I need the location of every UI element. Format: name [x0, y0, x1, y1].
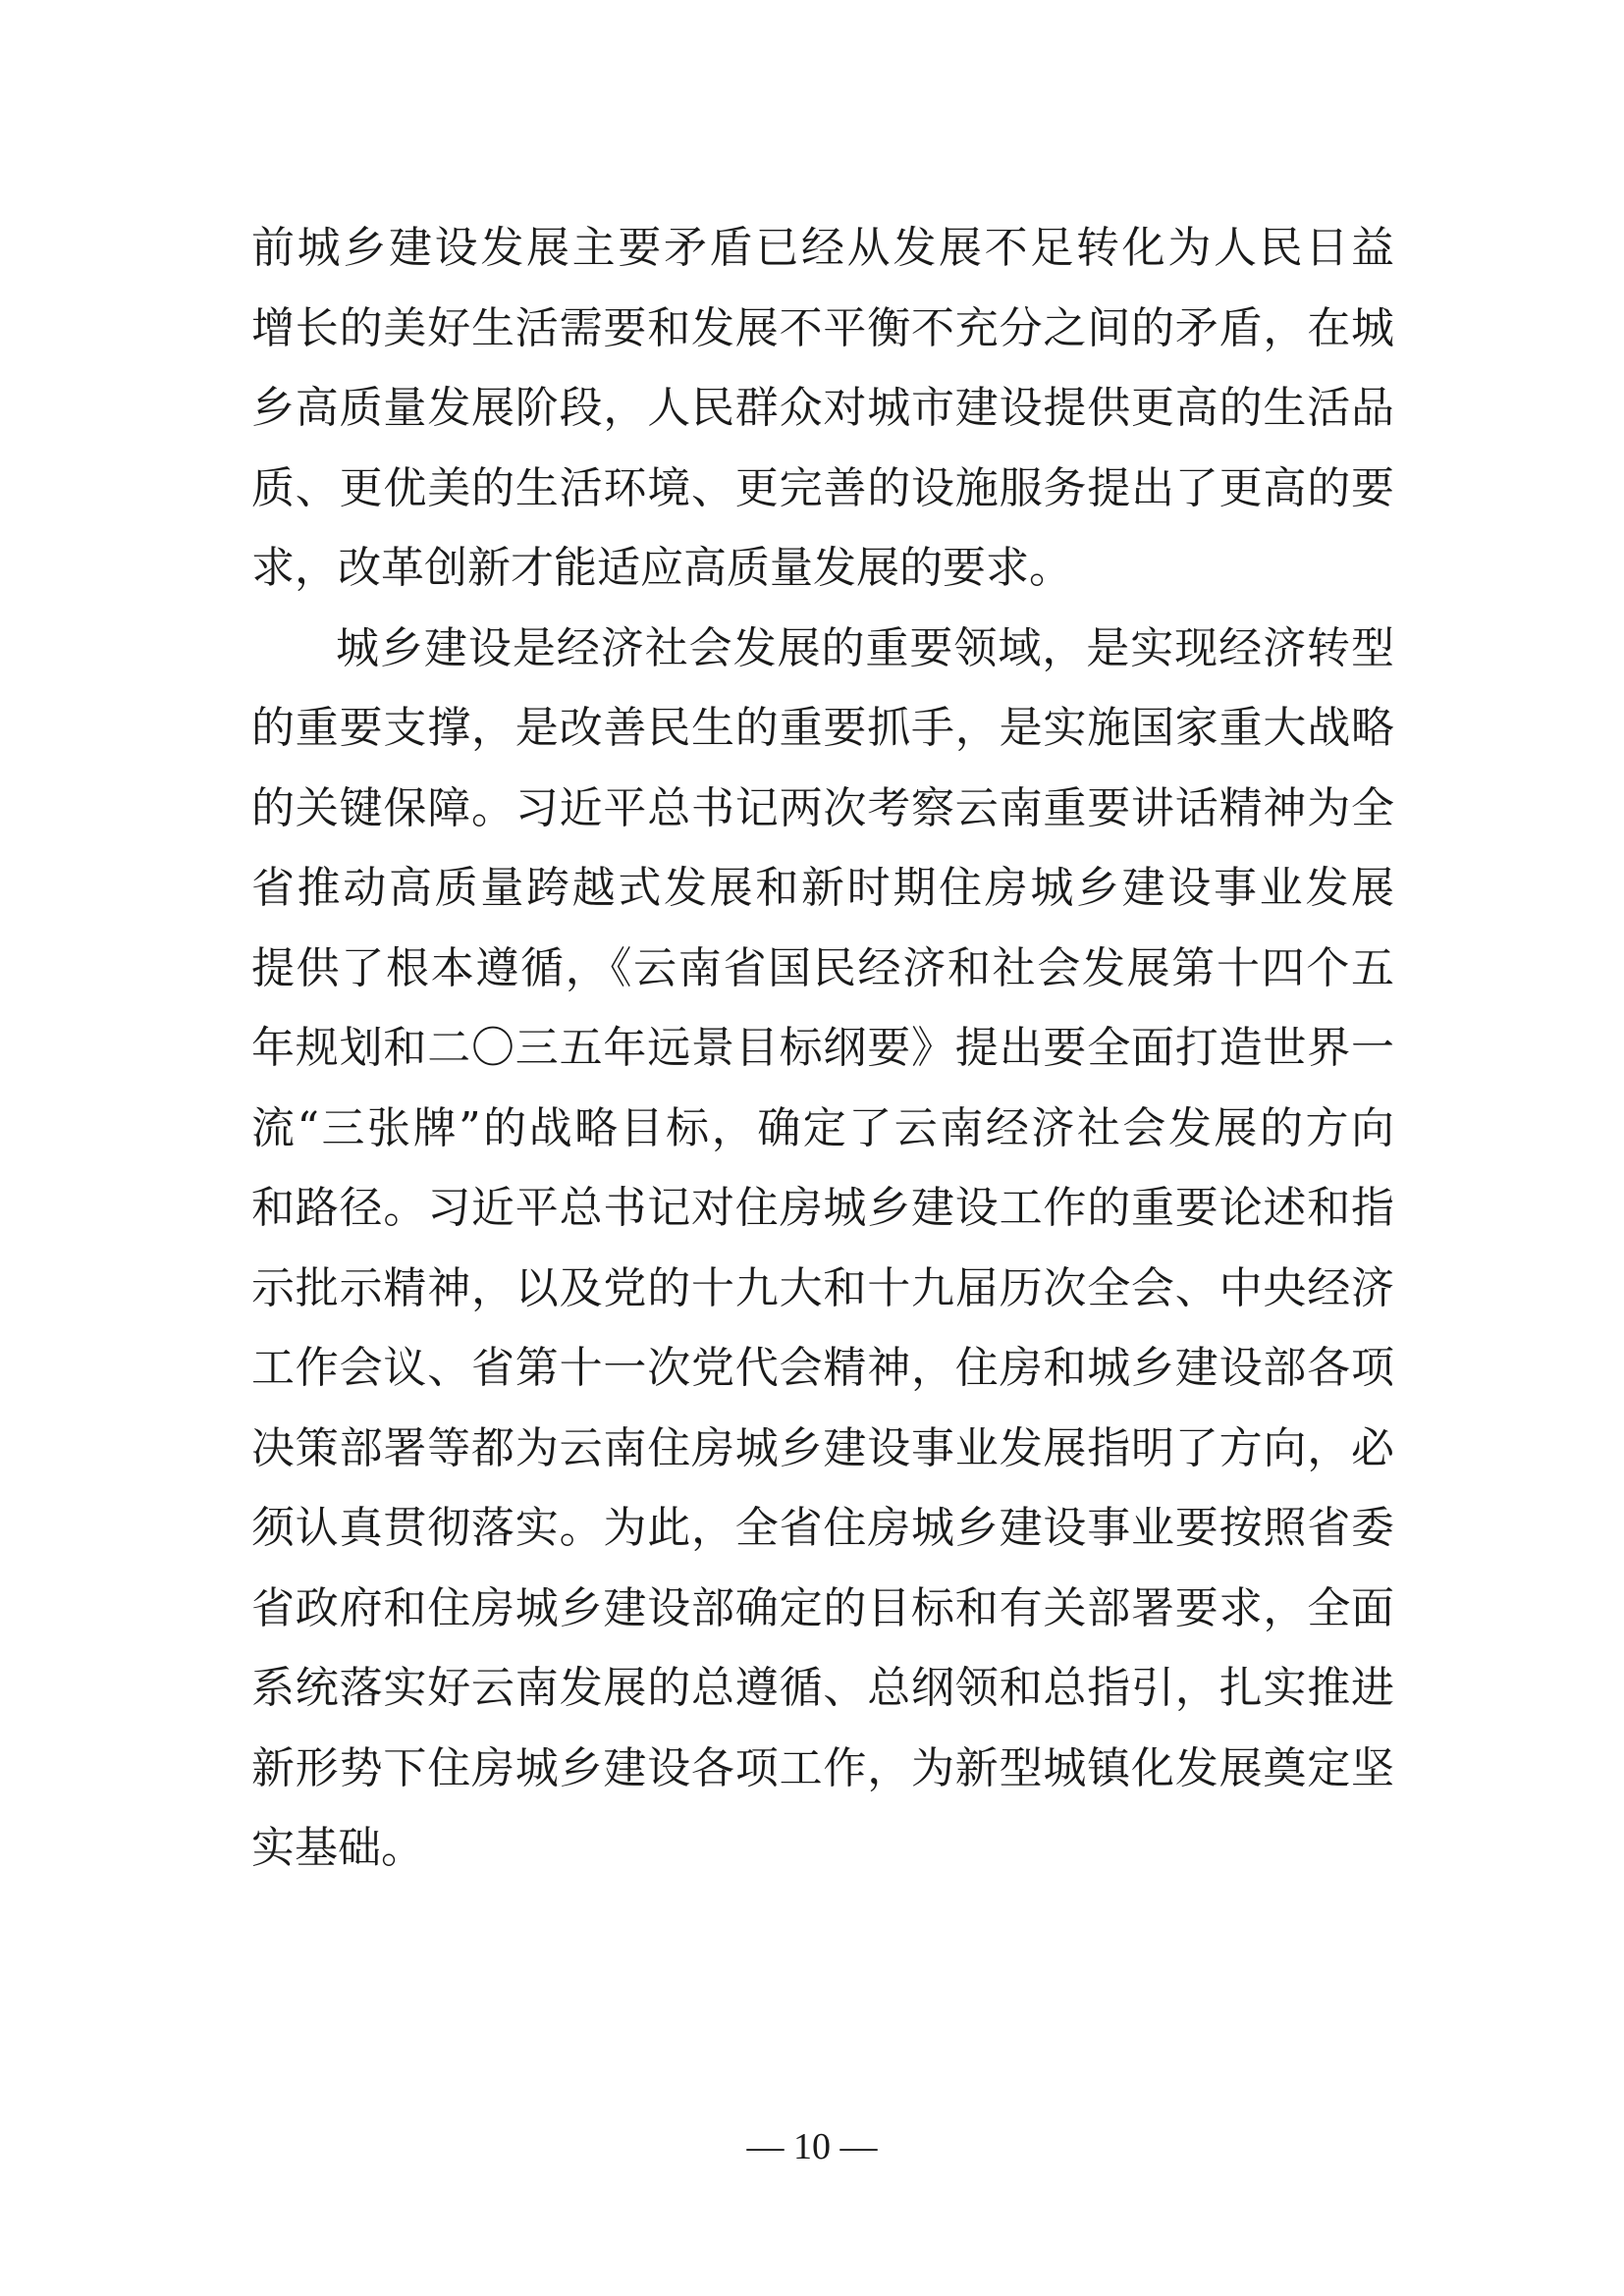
text-line: 和路径。习近平总书记对住房城乡建设工作的重要论述和指	[251, 1183, 1394, 1233]
text-line: 乡高质量发展阶段，人民群众对城市建设提供更高的生活品	[251, 383, 1394, 433]
page-number: — 10 —	[746, 2126, 878, 2167]
text-line: 年规划和二〇三五年远景目标纲要》提出要全面打造世界一	[251, 1023, 1394, 1073]
text-line: 新形势下住房城乡建设各项工作，为新型城镇化发展奠定坚	[251, 1742, 1394, 1793]
text-line: 前城乡建设发展主要矛盾已经从发展不足转化为人民日益	[251, 223, 1394, 273]
text-line: 提供了根本遵循，《云南省国民经济和社会发展第十四个五	[251, 942, 1394, 993]
body-text	[251, 208, 1394, 1889]
text-line: 的重要支撑，是改善民生的重要抓手，是实施国家重大战略	[251, 703, 1394, 753]
text-line: 示批示精神，以及党的十九大和十九届历次全会、中央经济	[251, 1262, 1394, 1313]
text-line: 质、更优美的生活环境、更完善的设施服务提出了更高的要	[251, 462, 1394, 513]
text-line: 增长的美好生活需要和发展不平衡不充分之间的矛盾，在城	[251, 302, 1394, 353]
text-line: 城乡建设是经济社会发展的重要领域，是实现经济转型	[336, 622, 1394, 673]
text-line: 求，改革创新才能适应高质量发展的要求。	[251, 543, 1072, 593]
text-line: 系统落实好云南发展的总遵循、总纲领和总指引，扎实推进	[251, 1663, 1394, 1713]
text-line: 流“三张牌”的战略目标，确定了云南经济社会发展的方向	[251, 1102, 1394, 1153]
text-line: 决策部署等都为云南住房城乡建设事业发展指明了方向，必	[251, 1422, 1394, 1473]
text-line: 的关键保障。习近平总书记两次考察云南重要讲话精神为全	[251, 782, 1394, 833]
text-line: 省推动高质量跨越式发展和新时期住房城乡建设事业发展	[251, 863, 1394, 913]
text-line: 工作会议、省第十一次党代会精神，住房和城乡建设部各项	[251, 1343, 1394, 1393]
text-line: 省政府和住房城乡建设部确定的目标和有关部署要求，全面	[251, 1582, 1394, 1633]
text-line: 实基础。	[251, 1823, 424, 1873]
text-line: 须认真贯彻落实。为此，全省住房城乡建设事业要按照省委	[251, 1503, 1394, 1553]
